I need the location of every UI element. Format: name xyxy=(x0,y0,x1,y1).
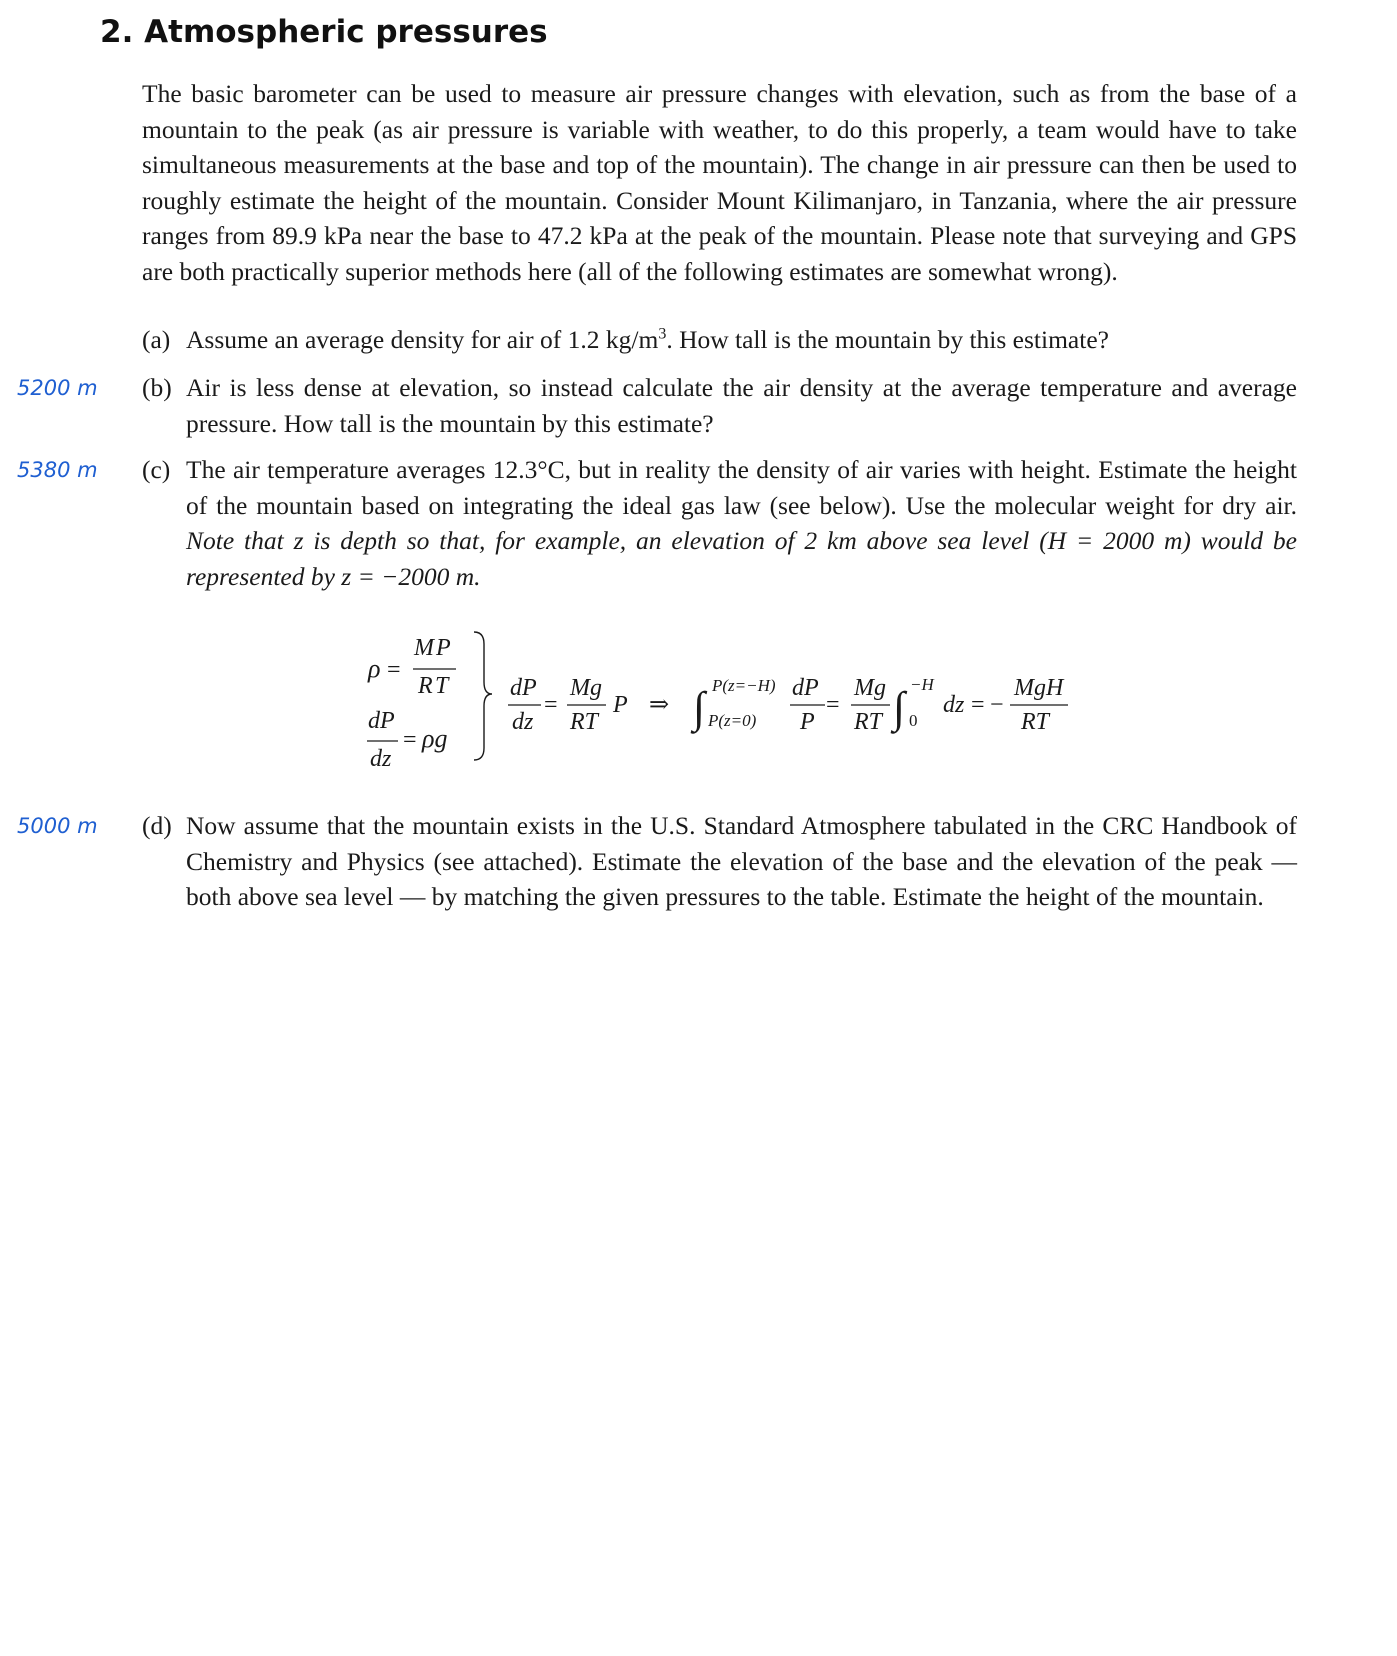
eq-dz-3: dz xyxy=(943,692,965,718)
part-c-text-main: The air temperature averages 12.3°C, but in reality the density of air varies with height. Estimate the height of the mountain based on integrating the ideal gas law (see below). Use the molecular weight for dry air. xyxy=(186,455,1297,520)
eq-MgH: MgH xyxy=(1014,675,1064,701)
ideal-gas-equation xyxy=(0,0,1397,780)
answer-b: 5200 m xyxy=(17,376,98,400)
eq-Mg-2: Mg xyxy=(854,675,886,701)
eq-equals-3: = xyxy=(544,692,558,718)
eq-P-3: P xyxy=(800,709,815,735)
part-d xyxy=(142,808,1297,915)
eq-brace xyxy=(474,632,492,760)
eq-dz-2: dz xyxy=(512,709,534,735)
eq-equals-5: = xyxy=(971,692,985,718)
eq-upper-limit-1: P(z=−H) xyxy=(712,676,776,695)
eq-Mg-1: Mg xyxy=(570,675,602,701)
part-b-text: Air is less dense at elevation, so instead calculate the air density at the average temperature and average pressure. How tall is the mountain by this estimate? xyxy=(186,373,1297,438)
answer-c: 5380 m xyxy=(17,458,98,482)
part-b-label: (b) xyxy=(142,373,172,402)
eq-dz-1: dz xyxy=(370,746,392,772)
eq-lower-limit-2: 0 xyxy=(909,711,918,730)
eq-RT-1: RT xyxy=(570,709,599,735)
eq-implies: ⇒ xyxy=(649,692,670,718)
eq-P-2: P xyxy=(613,692,628,718)
eq-rho: ρ xyxy=(368,654,381,683)
eq-dP-2: dP xyxy=(510,675,537,701)
eq-T-1: T xyxy=(435,673,449,699)
part-d-text: Now assume that the mountain exists in the U.S. Standard Atmosphere tabulated in the CRC Handbook of Chemistry and Physics (see attached). Estimate the elevation of the base and the elevation of the peak — both above sea level — by matching the given pressures to the table. Estimate the height of the mountain. xyxy=(186,811,1297,911)
part-a-superscript: 3 xyxy=(658,325,667,343)
part-a-label: (a) xyxy=(142,325,171,354)
part-c-label: (c) xyxy=(142,455,171,484)
eq-equals-1: = xyxy=(387,657,401,683)
eq-RT-3: RT xyxy=(1021,709,1050,735)
part-c-note: Note that z is depth so that, for example, an elevation of 2 km above sea level (H = 2000 m) would be represented by z = −2000 m. xyxy=(186,526,1297,591)
question-heading: 2. Atmospheric pressures xyxy=(100,14,548,50)
part-a-text-main: Assume an average density for air of 1.2 kg/m xyxy=(186,325,659,354)
eq-equals-4: = xyxy=(826,692,840,718)
eq-integral-2: ∫ xyxy=(893,683,906,732)
part-d-label: (d) xyxy=(142,811,172,840)
intro-paragraph: The basic barometer can be used to measure air pressure changes with elevation, such as from the base of a mountain to the peak (as air pressure is variable with weather, to do this properly, a team would have to take simultaneous measurements at the base and top of the mountain). The change in air pressure can then be used to roughly estimate the height of the mountain. Consider Mount Kilimanjaro, in Tanzania, where the air pressure ranges from 89.9 kPa near the base to 47.2 kPa at the peak of the mountain. Please note that surveying and GPS are both practically superior methods here (all of the following estimates are somewhat wrong). xyxy=(142,79,1297,286)
eq-P-1: P xyxy=(436,635,451,661)
eq-RT-2: RT xyxy=(854,709,883,735)
eq-dP-1: dP xyxy=(368,708,395,734)
answer-d: 5000 m xyxy=(17,814,98,838)
eq-dP-3: dP xyxy=(792,675,819,701)
eq-lower-limit-1: P(z=0) xyxy=(708,711,757,730)
eq-R-1: R xyxy=(418,673,433,699)
part-a-text-end: . How tall is the mountain by this estimate? xyxy=(666,325,1109,354)
eq-upper-limit-2: −H xyxy=(910,675,934,694)
eq-rho-g: ρg xyxy=(422,724,448,753)
eq-M-1: M xyxy=(414,635,434,661)
eq-equals-2: = xyxy=(403,727,417,753)
eq-integral-1: ∫ xyxy=(693,683,706,732)
eq-minus: − xyxy=(990,692,1004,718)
